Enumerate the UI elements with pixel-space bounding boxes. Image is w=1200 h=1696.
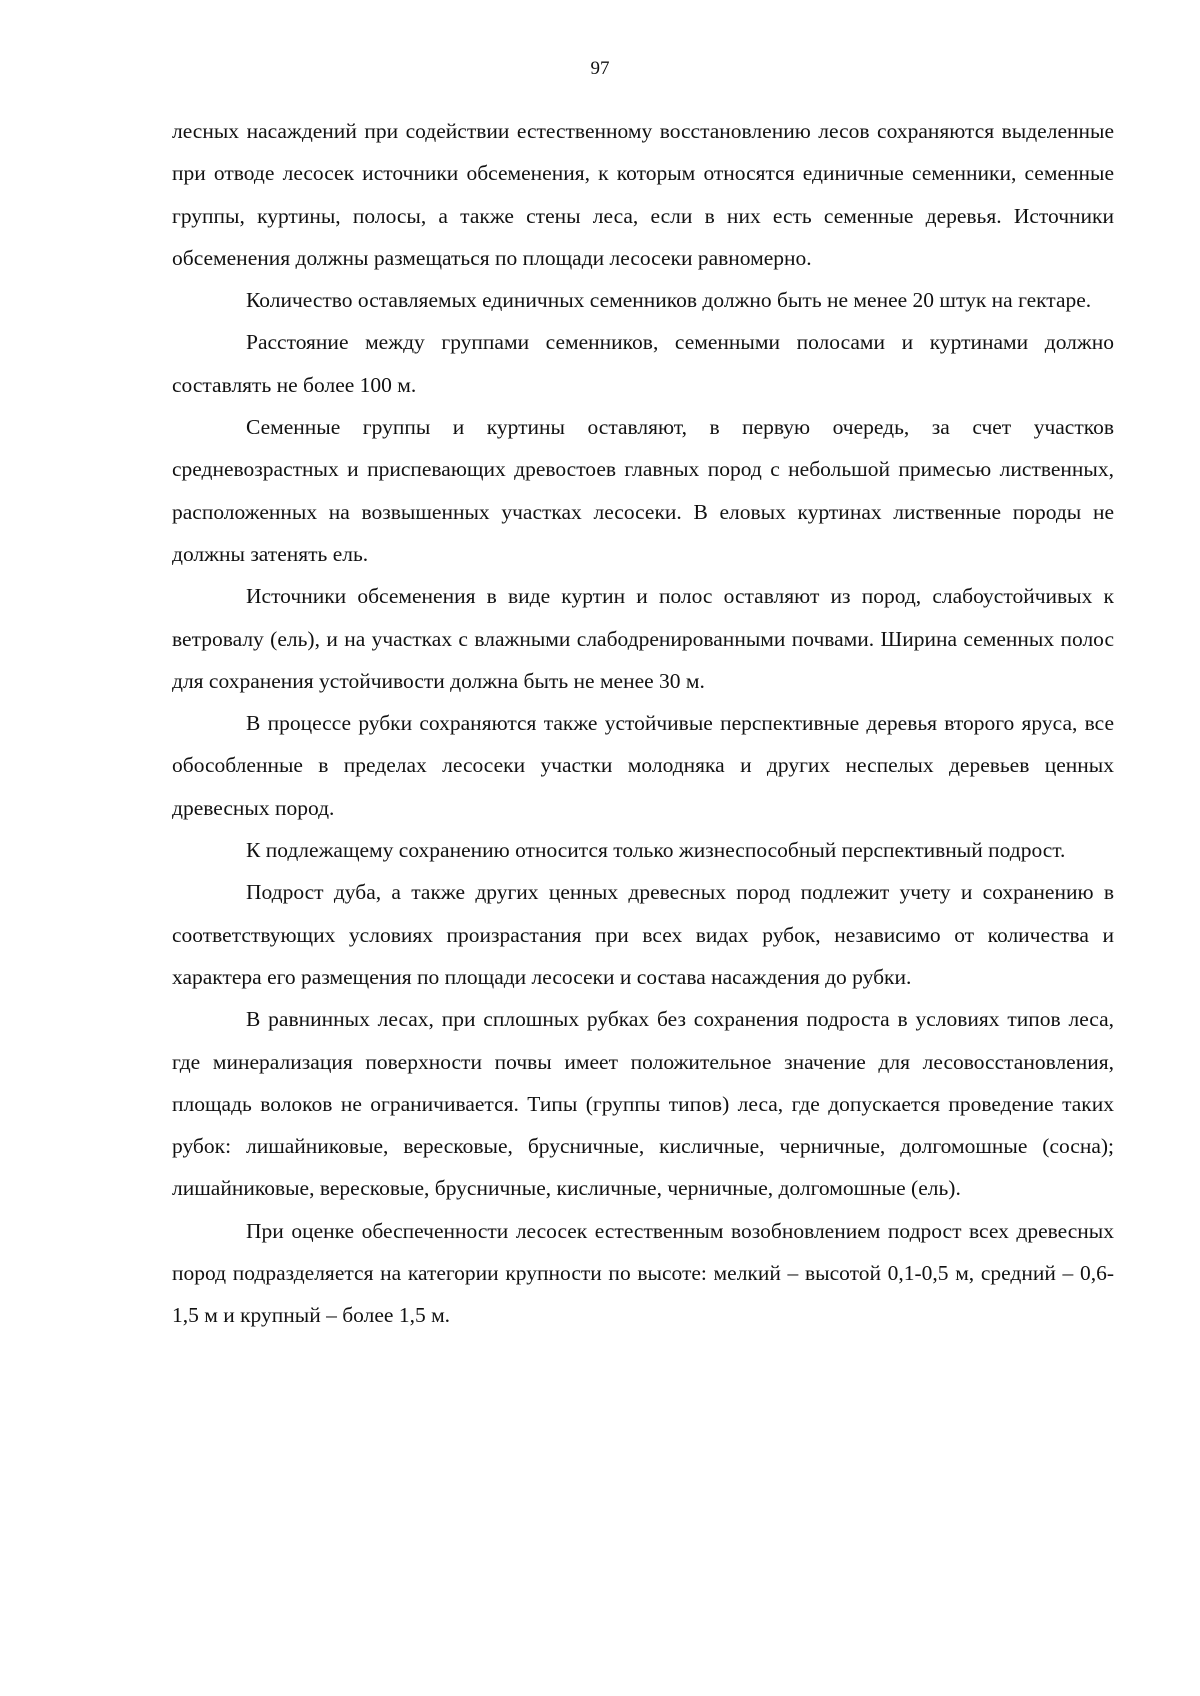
paragraph: В равнинных лесах, при сплошных рубках без сохранения подроста в условиях типов леса, где минерализация поверхности почвы имеет положительное значение для лесовосстановления, площадь волоков не ограничивается. Типы (группы типов) леса, где допускается проведение таких рубок: лишайниковые, вересковые, брусничные, кисличные, черничные, долгомошные (сосна); лишайниковые, вересковые, брусничные, кисличные, черничные, долгомошные (ель). <box>172 1007 1114 1201</box>
paragraph: Подрост дуба, а также других ценных древесных пород подлежит учету и сохранению в соответствующих условиях произрастания при всех видах рубок, независимо от количества и характера его размещения по площади лесосеки и состава насаждения до рубки. <box>172 880 1114 989</box>
page-number: 97 <box>590 58 610 79</box>
paragraph: При оценке обеспеченности лесосек естественным возобновлением подрост всех древесных пород подразделяется на категории крупности по высоте: мелкий – высотой 0,1-0,5 м, средний – 0,6-1,5 м и крупный – более 1,5 м. <box>172 1218 1114 1328</box>
paragraph: В процессе рубки сохраняются также устойчивые перспективные деревья второго яруса, все обособленные в пределах лесосеки участки молодняка и других неспелых деревьев ценных древесных пород. <box>172 711 1114 820</box>
paragraph: Количество оставляемых единичных семенников должно быть не менее 20 штук на гектаре. <box>246 288 1092 313</box>
paragraph: Расстояние между группами семенников, семенными полосами и куртинами должно составлять не более 100 м. <box>172 330 1114 397</box>
paragraph: Семенные группы и куртины оставляют, в первую очередь, за счет участков средневозрастных и приспевающих древостоев главных пород с небольшой примесью лиственных, расположенных на возвышенных участках лесосеки. В еловых куртинах лиственные породы не должны затенять ель. <box>172 415 1114 566</box>
document-body <box>172 110 1114 1337</box>
paragraph: К подлежащему сохранению относится только жизнеспособный перспективный подрост. <box>246 838 1066 863</box>
paragraph: Источники обсеменения в виде куртин и полос оставляют из пород, слабоустойчивых к ветровалу (ель), и на участках с влажными слабодренированными почвами. Ширина семенных полос для сохранения устойчивости должна быть не менее 30 м. <box>172 584 1114 693</box>
paragraph: лесных насаждений при содействии естественному восстановлению лесов сохраняются выделенные при отводе лесосек источники обсеменения, к которым относятся единичные семенники, семенные группы, куртины, полосы, а также стены леса, если в них есть семенные деревья. Источники обсеменения должны размещаться по площади лесосеки равномерно. <box>172 119 1114 270</box>
